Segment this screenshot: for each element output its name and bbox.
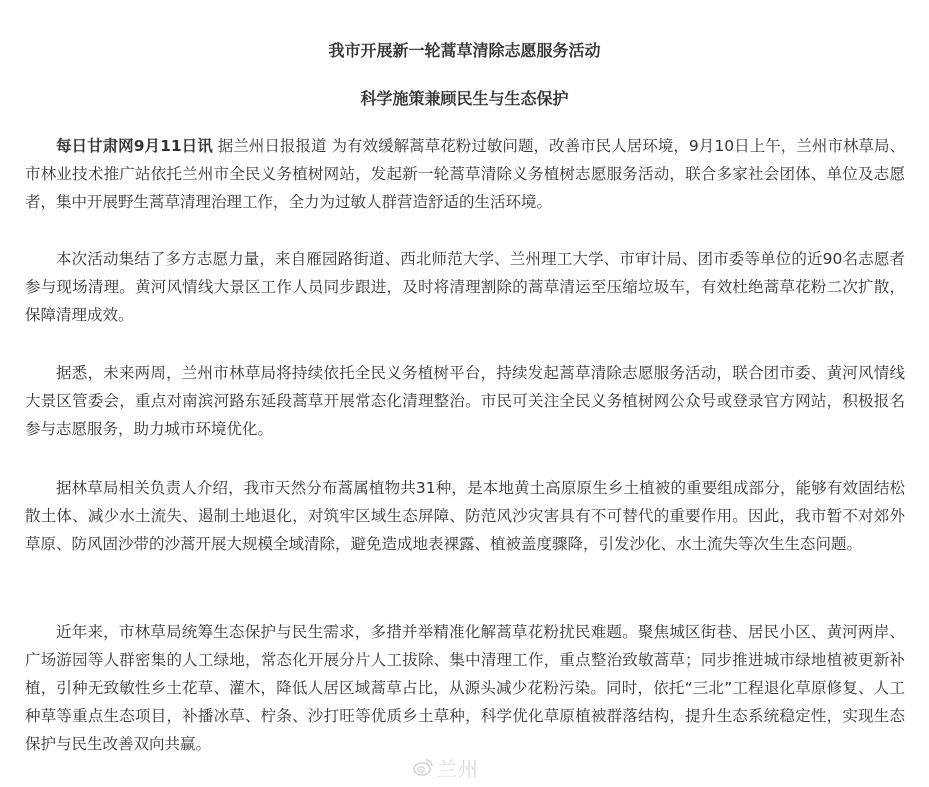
article-subtitle: 科学施策兼顾民生与生态保护 [360, 89, 569, 108]
paragraph-2-text: 本次活动集结了多方志愿力量，来自雁园路街道、西北师范大学、兰州理工大学、市审计局、团市委等单位的近90名志愿者参与现场清理。黄河风情线大景区工作人员同步跟进，及时将清理割除的蒿草清运至压缩垃圾车，有效杜绝蒿草花粉二次扩散，保障清理成效。 [25, 250, 905, 324]
paragraph-1-text: 据兰州日报报道 为有效缓解蒿草花粉过敏问题，改善市民人居环境，9月10日上午，兰州市林草局、市林业技术推广站依托兰州市全民义务植树网站，发起新一轮蒿草清除义务植树志愿服务活动，联合多家社会团体、单位及志愿者，集中开展野生蒿草清理治理工作，全力为过敏人群营造舒适的生活环境。 [25, 137, 905, 211]
paragraph-3-text: 据悉，未来两周，兰州市林草局将持续依托全民义务植树平台，持续发起蒿草清除志愿服务活动，联合团市委、黄河风情线大景区管委会，重点对南滨河路东延段蒿草开展常态化清理整治。市民可关注全民义务植树网公众号或登录官方网站，积极报名参与志愿服务，助力城市环境优化。 [25, 364, 905, 438]
paragraph-4 [25, 474, 905, 558]
paragraph-5-text: 近年来，市林草局统筹生态保护与民生需求，多措并举精准化解蒿草花粉扰民难题。聚焦城区街巷、居民小区、黄河两岸、广场游园等人群密集的人工绿地，常态化开展分片人工拔除、集中清理工作，重点整治致敏蒿草；同步推进城市绿地植被更新补植，引种无致敏性乡土花草、灌木，降低人居区域蒿草占比，从源头减少花粉污染。同时，依托“三北”工程退化草原修复、人工种草等重点生态项目，补播冰草、柠条、沙打旺等优质乡土草种，科学优化草原植被群落结构，提升生态系统稳定性，实现生态保护与民生改善双向共赢。 [25, 623, 905, 753]
article-title: 我市开展新一轮蒿草清除志愿服务活动 [328, 41, 601, 60]
watermark-text: 兰州 [437, 756, 479, 781]
weibo-logo-icon [413, 758, 433, 776]
paragraph-1 [25, 132, 905, 216]
paragraph-4-text: 据林草局相关负责人介绍，我市天然分布蒿属植物共31种，是本地黄土高原原生乡土植被的重要组成部分，能够有效固结松散土体、减少水土流失、遏制土地退化，对筑牢区域生态屏障、防范风沙灾害具有不可替代的重要作用。因此，我市暂不对郊外草原、防风固沙带的沙蒿开展大规模全域清除，避免造成地表裸露、植被盖度骤降，引发沙化、水土流失等次生生态问题。 [25, 479, 905, 553]
watermark [413, 754, 479, 780]
paragraph-5 [25, 618, 905, 758]
dateline: 每日甘肃网9月11日讯 [56, 137, 213, 155]
paragraph-2 [25, 245, 905, 329]
paragraph-3 [25, 359, 905, 443]
